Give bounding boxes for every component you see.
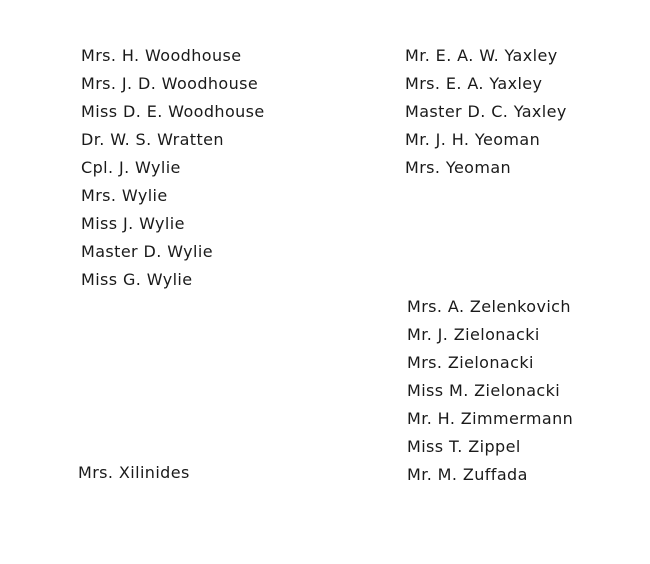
- left-column-x-names: [78, 459, 190, 487]
- list-item: Mr. M. Zuffada: [407, 465, 528, 484]
- list-item: Miss T. Zippel: [407, 437, 521, 456]
- list-item: Mrs. Wylie: [81, 186, 168, 205]
- list-item: Miss D. E. Woodhouse: [81, 102, 265, 121]
- list-item: Master D. Wylie: [81, 242, 213, 261]
- list-item: Miss J. Wylie: [81, 214, 185, 233]
- list-item: Mr. E. A. W. Yaxley: [405, 46, 558, 65]
- list-item: Mrs. A. Zelenkovich: [407, 297, 571, 316]
- list-item: Mr. H. Zimmermann: [407, 409, 574, 428]
- list-item: Dr. W. S. Wratten: [81, 130, 224, 149]
- list-item: Mrs. Yeoman: [405, 158, 512, 177]
- list-item: Mr. J. H. Yeoman: [405, 130, 541, 149]
- list-item: Miss G. Wylie: [81, 270, 193, 289]
- right-column-z-names: [407, 293, 573, 489]
- list-item: Mrs. Zielonacki: [407, 353, 534, 372]
- right-column-y-names: [405, 42, 567, 182]
- list-item: Mr. J. Zielonacki: [407, 325, 540, 344]
- left-column-w-names: [81, 42, 265, 294]
- list-item: Mrs. J. D. Woodhouse: [81, 74, 259, 93]
- list-item: Mrs. Xilinides: [78, 463, 190, 482]
- list-item: Master D. C. Yaxley: [405, 102, 567, 121]
- list-item: Mrs. H. Woodhouse: [81, 46, 242, 65]
- list-item: Miss M. Zielonacki: [407, 381, 561, 400]
- list-item: Mrs. E. A. Yaxley: [405, 74, 543, 93]
- list-item: Cpl. J. Wylie: [81, 158, 181, 177]
